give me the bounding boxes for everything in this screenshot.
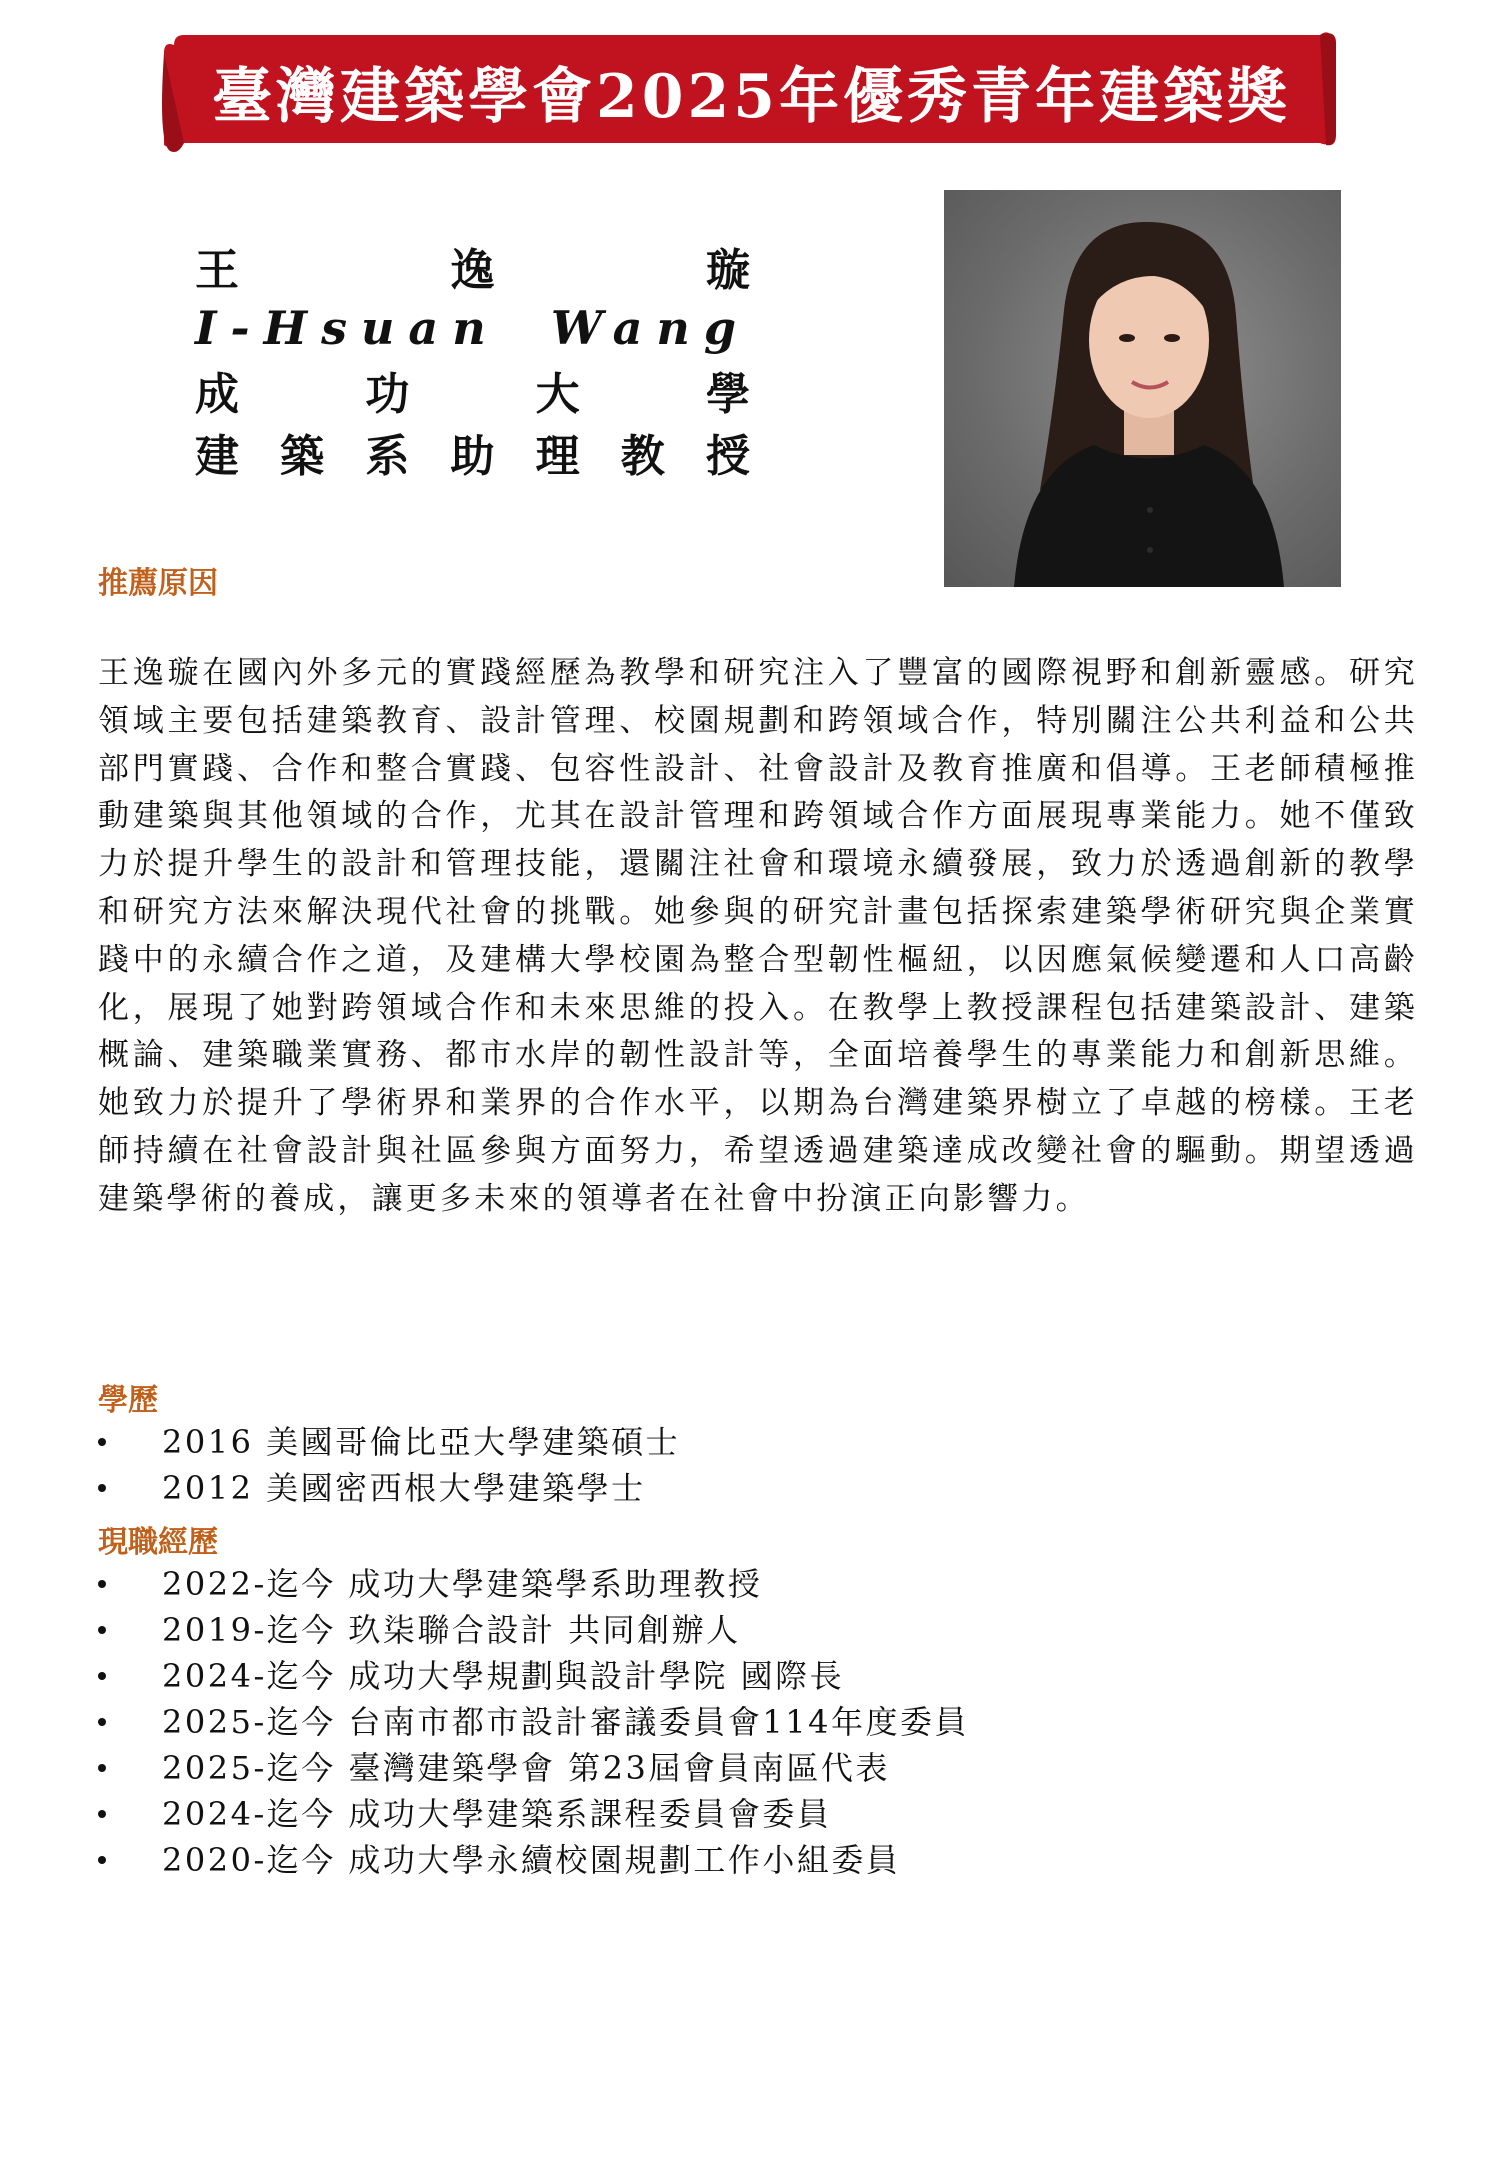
name-zh-char: 璇 bbox=[706, 245, 750, 296]
name-zh-char: 逸 bbox=[450, 245, 495, 296]
education-entry: 2016 美國哥倫比亞大學建築碩士 bbox=[162, 1423, 681, 1461]
job-title-char: 助 bbox=[450, 431, 495, 482]
university bbox=[195, 359, 750, 421]
bullet-icon bbox=[98, 1438, 106, 1446]
job-title-char: 理 bbox=[535, 431, 580, 482]
bullet-icon bbox=[98, 1672, 106, 1680]
bullet-icon bbox=[98, 1626, 106, 1634]
award-title: 臺灣建築學會2025年優秀青年建築獎 bbox=[212, 62, 1291, 132]
position-entry: 2025-迄今 台南市都市設計審議委員會114年度委員 bbox=[162, 1703, 970, 1741]
recommendation-heading: 推薦原因 bbox=[98, 566, 218, 601]
name-zh bbox=[195, 235, 750, 297]
positions-heading: 現職經歷 bbox=[98, 1525, 218, 1560]
profile-name-block bbox=[195, 235, 750, 483]
bullet-icon bbox=[98, 1764, 106, 1772]
position-entry: 2020-迄今 成功大學永續校園規劃工作小組委員 bbox=[162, 1841, 901, 1879]
positions-list bbox=[98, 1561, 969, 1883]
list-item bbox=[98, 1607, 969, 1653]
list-item bbox=[98, 1837, 969, 1883]
list-item bbox=[98, 1653, 969, 1699]
position-entry: 2024-迄今 成功大學規劃與設計學院 國際長 bbox=[162, 1657, 845, 1695]
list-item bbox=[98, 1745, 969, 1791]
university-char: 成 bbox=[195, 369, 239, 420]
job-title bbox=[195, 421, 750, 483]
bullet-icon bbox=[98, 1718, 106, 1726]
name-zh-char: 王 bbox=[195, 245, 239, 296]
position-entry: 2024-迄今 成功大學建築系課程委員會委員 bbox=[162, 1795, 832, 1833]
education-entry: 2012 美國密西根大學建築學士 bbox=[162, 1469, 646, 1507]
portrait-photo bbox=[944, 190, 1341, 587]
name-en-family: Wang bbox=[550, 301, 750, 355]
list-item bbox=[98, 1699, 969, 1745]
job-title-char: 教 bbox=[620, 431, 665, 482]
job-title-char: 築 bbox=[280, 431, 325, 482]
list-item bbox=[98, 1561, 969, 1607]
bullet-icon bbox=[98, 1580, 106, 1588]
list-item bbox=[98, 1465, 680, 1511]
name-en bbox=[195, 297, 750, 359]
bullet-icon bbox=[98, 1484, 106, 1492]
list-item bbox=[98, 1791, 969, 1837]
university-char: 學 bbox=[705, 369, 750, 420]
list-item bbox=[98, 1419, 680, 1465]
bullet-icon bbox=[98, 1810, 106, 1818]
job-title-char: 系 bbox=[365, 431, 410, 482]
title-banner bbox=[160, 27, 1343, 157]
job-title-char: 建 bbox=[195, 431, 239, 482]
bullet-icon bbox=[98, 1856, 106, 1864]
education-list bbox=[98, 1419, 680, 1511]
position-entry: 2019-迄今 玖柒聯合設計 共同創辦人 bbox=[162, 1611, 741, 1649]
name-en-given: I-Hsuan bbox=[195, 301, 500, 355]
education-heading: 學歷 bbox=[98, 1383, 158, 1418]
job-title-char: 授 bbox=[705, 431, 750, 482]
position-entry: 2022-迄今 成功大學建築學系助理教授 bbox=[162, 1565, 763, 1603]
university-char: 功 bbox=[365, 369, 410, 420]
recommendation-text: 王逸璇在國內外多元的實踐經歷為教學和研究注入了豐富的國際視野和創新靈感。研究領域主要包括建築教育、設計管理、校園規劃和跨領域合作，特別關注公共利益和公共部門實踐、合作和整合實踐、包容性設計、社會設計及教育推廣和倡導。王老師積極推動建築與其他領域的合作，尤其在設計管理和跨領域合作方面展現專業能力。她不僅致力於提升學生的設計和管理技能，還關注社會和環境永續發展，致力於透過創新的教學和研究方法來解決現代社會的挑戰。她參與的研究計畫包括探索建築學術研究與企業實踐中的永續合作之道，及建構大學校園為整合型韌性樞紐，以因應氣候變遷和人口高齡化，展現了她對跨領域合作和未來思維的投入。在教學上教授課程包括建築設計、建築概論、建築職業實務、都市水岸的韌性設計等，全面培養學生的專業能力和創新思維。她致力於提升了學術界和業界的合作水平，以期為台灣建築界樹立了卓越的榜樣。王老師持續在社會設計與社區參與方面努力，希望透過建築達成改變社會的驅動。期望透過建築學術的養成，讓更多未來的領導者在社會中扮演正向影響力。 bbox=[98, 655, 1418, 1217]
position-entry: 2025-迄今 臺灣建築學會 第23屆會員南區代表 bbox=[162, 1749, 890, 1787]
portrait-illustration bbox=[944, 190, 1341, 587]
university-char: 大 bbox=[535, 369, 580, 420]
